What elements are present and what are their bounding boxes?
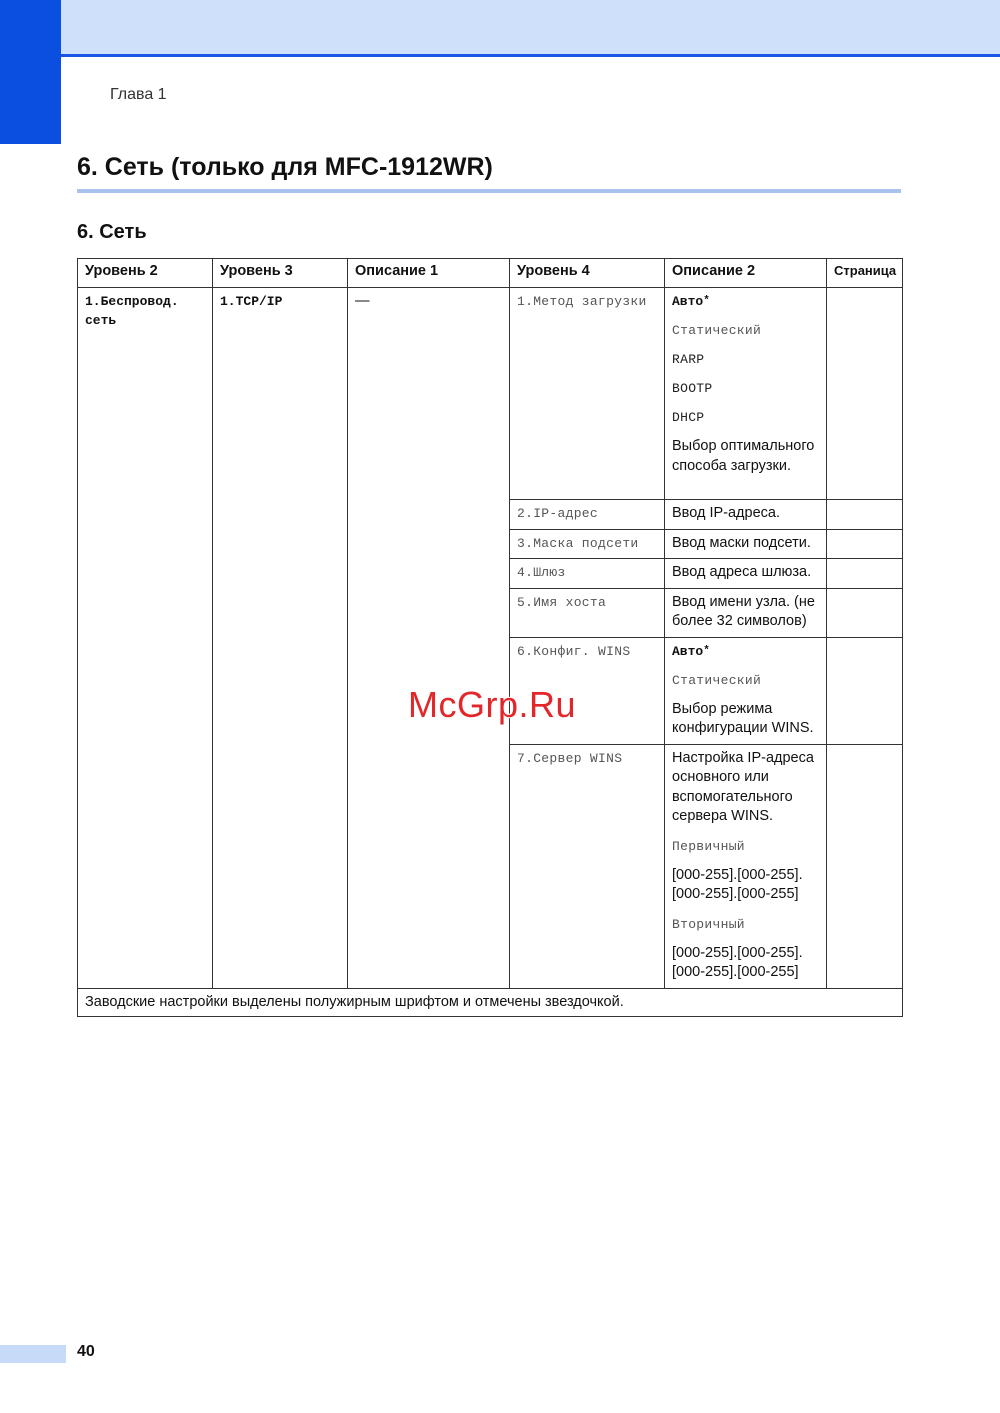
cell-level4: 1.Метод загрузки xyxy=(510,288,665,500)
header-band xyxy=(0,0,1000,56)
cell-level4: 3.Маска подсети xyxy=(510,529,665,559)
option: Статический xyxy=(672,323,762,338)
footnote-row xyxy=(78,988,903,1016)
cell-page xyxy=(827,529,903,559)
header-desc1: Описание 1 xyxy=(348,259,510,288)
cell-page xyxy=(827,588,903,637)
cell-level4: 2.IP-адрес xyxy=(510,500,665,530)
header-level4: Уровень 4 xyxy=(510,259,665,288)
header-level2: Уровень 2 xyxy=(78,259,213,288)
header-rule xyxy=(60,54,1000,57)
chapter-label: Глава 1 xyxy=(110,86,167,103)
cell-desc2 xyxy=(665,744,827,988)
cell-desc2: Ввод IP-адреса. xyxy=(665,500,827,530)
table-row xyxy=(78,288,903,500)
cell-page xyxy=(827,637,903,744)
header-level3: Уровень 3 xyxy=(213,259,348,288)
footer-band xyxy=(0,1345,66,1363)
cell-level2: 1.Беспровод. сеть xyxy=(78,288,213,989)
cell-level4: 5.Имя хоста xyxy=(510,588,665,637)
footnote: Заводские настройки выделены полужирным шрифтом и отмечены звездочкой. xyxy=(78,988,903,1016)
table-header-row xyxy=(78,259,903,288)
cell-desc1: — xyxy=(348,288,510,989)
option-description: Настройка IP-адреса основного или вспомогательного сервера WINS. xyxy=(672,749,814,824)
cell-level4: 4.Шлюз xyxy=(510,559,665,589)
cell-desc2 xyxy=(665,288,827,500)
title-underline xyxy=(77,189,901,193)
cell-desc2: Ввод имени узла. (не более 32 символов) xyxy=(665,588,827,637)
section-title: 6. Сеть xyxy=(77,221,147,243)
menu-table xyxy=(77,258,903,1017)
primary-range: [000-255].[000-255].[000-255].[000-255] xyxy=(672,866,803,902)
cell-page xyxy=(827,744,903,988)
cell-desc2 xyxy=(665,637,827,744)
cell-desc2: Ввод маски подсети. xyxy=(665,529,827,559)
page-number: 40 xyxy=(77,1343,95,1360)
cell-page xyxy=(827,500,903,530)
secondary-range: [000-255].[000-255].[000-255].[000-255] xyxy=(672,944,803,980)
option: DHCP xyxy=(672,410,705,425)
option: RARP xyxy=(672,352,705,367)
option-description: Выбор оптимального способа загрузки. xyxy=(672,438,815,474)
header-page: Страница xyxy=(827,259,903,288)
header-desc2: Описание 2 xyxy=(665,259,827,288)
cell-level4: 6.Конфиг. WINS xyxy=(510,637,665,744)
option: BOOTP xyxy=(672,381,713,396)
option-default: Авто* xyxy=(672,294,710,309)
option: Статический xyxy=(672,672,762,688)
watermark: McGrp.Ru xyxy=(408,684,577,725)
cell-level3: 1.TCP/IP xyxy=(213,288,348,989)
cell-page xyxy=(827,559,903,589)
page-title: 6. Сеть (только для MFC-1912WR) xyxy=(77,153,493,181)
option-description: Выбор режима конфигурации WINS. xyxy=(672,700,814,736)
option-default: Авто* xyxy=(672,643,710,659)
secondary-label: Вторичный xyxy=(672,916,745,932)
cell-level4: 7.Сервер WINS xyxy=(510,744,665,988)
cell-page xyxy=(827,288,903,500)
primary-label: Первичный xyxy=(672,838,745,854)
cell-desc2: Ввод адреса шлюза. xyxy=(665,559,827,589)
chapter-tab xyxy=(0,0,61,144)
